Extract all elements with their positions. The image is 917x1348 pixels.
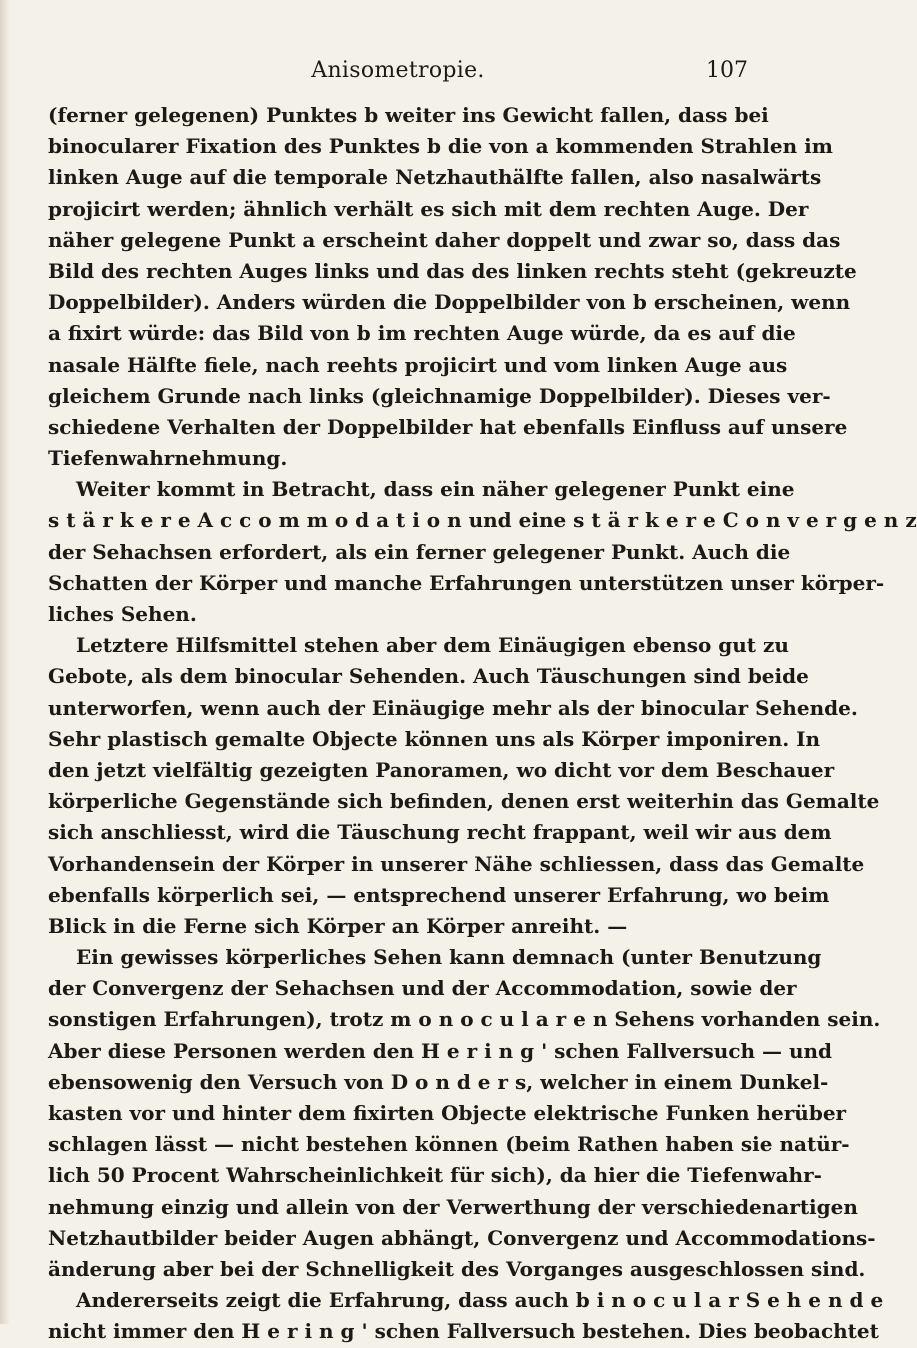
text-line: schiedene Verhalten der Doppelbilder hat ebenfalls Einfluss auf unsere [48,414,848,439]
text-line: Vorhandensein der Körper in unserer Nähe schliessen, dass das Gemalte [48,851,865,876]
text-line: liches Sehen. [48,602,197,626]
text-line: änderung aber bei der Schnelligkeit des Vorganges ausgeschlossen sind. [48,1256,866,1281]
text-line: ebenfalls körperlich sei, — entsprechend unserer Erfahrung, wo beim [48,882,830,907]
text-line: Aber diese Personen werden den H e r i n g ' schen Fallversuch — und [48,1038,833,1063]
text-line: nasale Hälfte fiele, nach reehts projicirt und vom linken Auge aus [48,352,788,377]
text-line: nicht immer den H e r i n g ' schen Fallversuch bestehen. Dies beobachtet [48,1319,879,1344]
text-line: binocularer Fixation des Punktes b die von a kommenden Strahlen im [48,134,833,159]
text-line: Sehr plastisch gemalte Objecte können uns als Körper imponiren. In [48,726,821,751]
text-line: sonstigen Erfahrungen), trotz m o n o c u l a r e n Sehens vorhanden sein. [48,1007,881,1032]
text-line: Weiter kommt in Betracht, dass ein näher gelegener Punkt eine [76,477,795,502]
text-line: Schatten der Körper und manche Erfahrungen unterstützen unser körper- [48,570,885,595]
text-line: gleichem Grunde nach links (gleichnamige Doppelbilder). Dieses ver- [48,383,831,408]
text-line: lich 50 Procent Wahrscheinlichkeit für sich), da hier die Tiefenwahr- [48,1163,822,1188]
running-title: Anisometropie. [311,58,485,83]
text-line: kasten vor und hinter dem fixirten Objecte elektrische Funken herüber [48,1101,847,1125]
text-line: a fixirt würde: das Bild von b im rechten Auge würde, da es auf die [48,321,796,346]
text-line: Letztere Hilfsmittel stehen aber dem Einäugigen ebenso gut zu [76,633,789,658]
text-line: Andererseits zeigt die Erfahrung, dass auch b i n o c u l a r S e h e n d e [76,1288,884,1313]
text-line: Blick in die Ferne sich Körper an Körper anreiht. — [48,913,628,938]
text-line: den jetzt vielfältig gezeigten Panoramen, wo dicht vor dem Beschauer [48,757,835,782]
text-line: unterworfen, wenn auch der Einäugige mehr als der binocular Sehende. [48,695,858,720]
text-line: s t ä r k e r e A c c o m m o d a t i o n und eine s t ä r k e r e C o n v e r g e n z [48,508,917,533]
text-line: Netzhautbilder beider Augen abhängt, Convergenz und Accommodations- [48,1225,876,1250]
page-edge-shadow [0,0,10,1324]
page-header [48,58,748,94]
page-number: 107 [706,58,748,83]
text-line: Doppelbilder). Anders würden die Doppelbilder von b erscheinen, wenn [48,290,851,315]
text-line: der Sehachsen erfordert, als ein ferner gelegener Punkt. Auch die [48,539,791,564]
text-line: näher gelegene Punkt a erscheint daher doppelt und zwar so, dass das [48,227,841,252]
text-line: körperliche Gegenstände sich befinden, denen erst weiterhin das Gemalte [48,789,880,814]
text-line: sich anschliesst, wird die Täuschung recht frappant, weil wir aus dem [48,820,832,845]
text-line: nehmung einzig und allein von der Verwerthung der verschiedenartigen [48,1194,858,1219]
text-line: projicirt werden; ähnlich verhält es sich mit dem rechten Auge. Der [48,196,809,221]
text-line: Gebote, als dem binocular Sehenden. Auch Täuschungen sind beide [48,664,809,689]
text-line: linken Auge auf die temporale Netzhauthälfte fallen, also nasalwärts [48,165,822,190]
text-line: Tiefenwahrnehmung. [48,446,288,471]
text-line: Bild des rechten Auges links und das des linken rechts steht (gekreuzte [48,258,857,283]
text-line: Ein gewisses körperliches Sehen kann demnach (unter Benutzung [76,945,822,970]
body-text [48,100,917,1348]
text-line: schlagen lässt — nicht bestehen können (beim Rathen haben sie natür- [48,1132,850,1157]
book-page [48,0,917,1344]
text-line: (ferner gelegenen) Punktes b weiter ins Gewicht fallen, dass bei [48,103,769,127]
text-line: der Convergenz der Sehachsen und der Accommodation, sowie der [48,976,797,1001]
text-line: ebensowenig den Versuch von D o n d e r s, welcher in einem Dunkel- [48,1069,829,1094]
